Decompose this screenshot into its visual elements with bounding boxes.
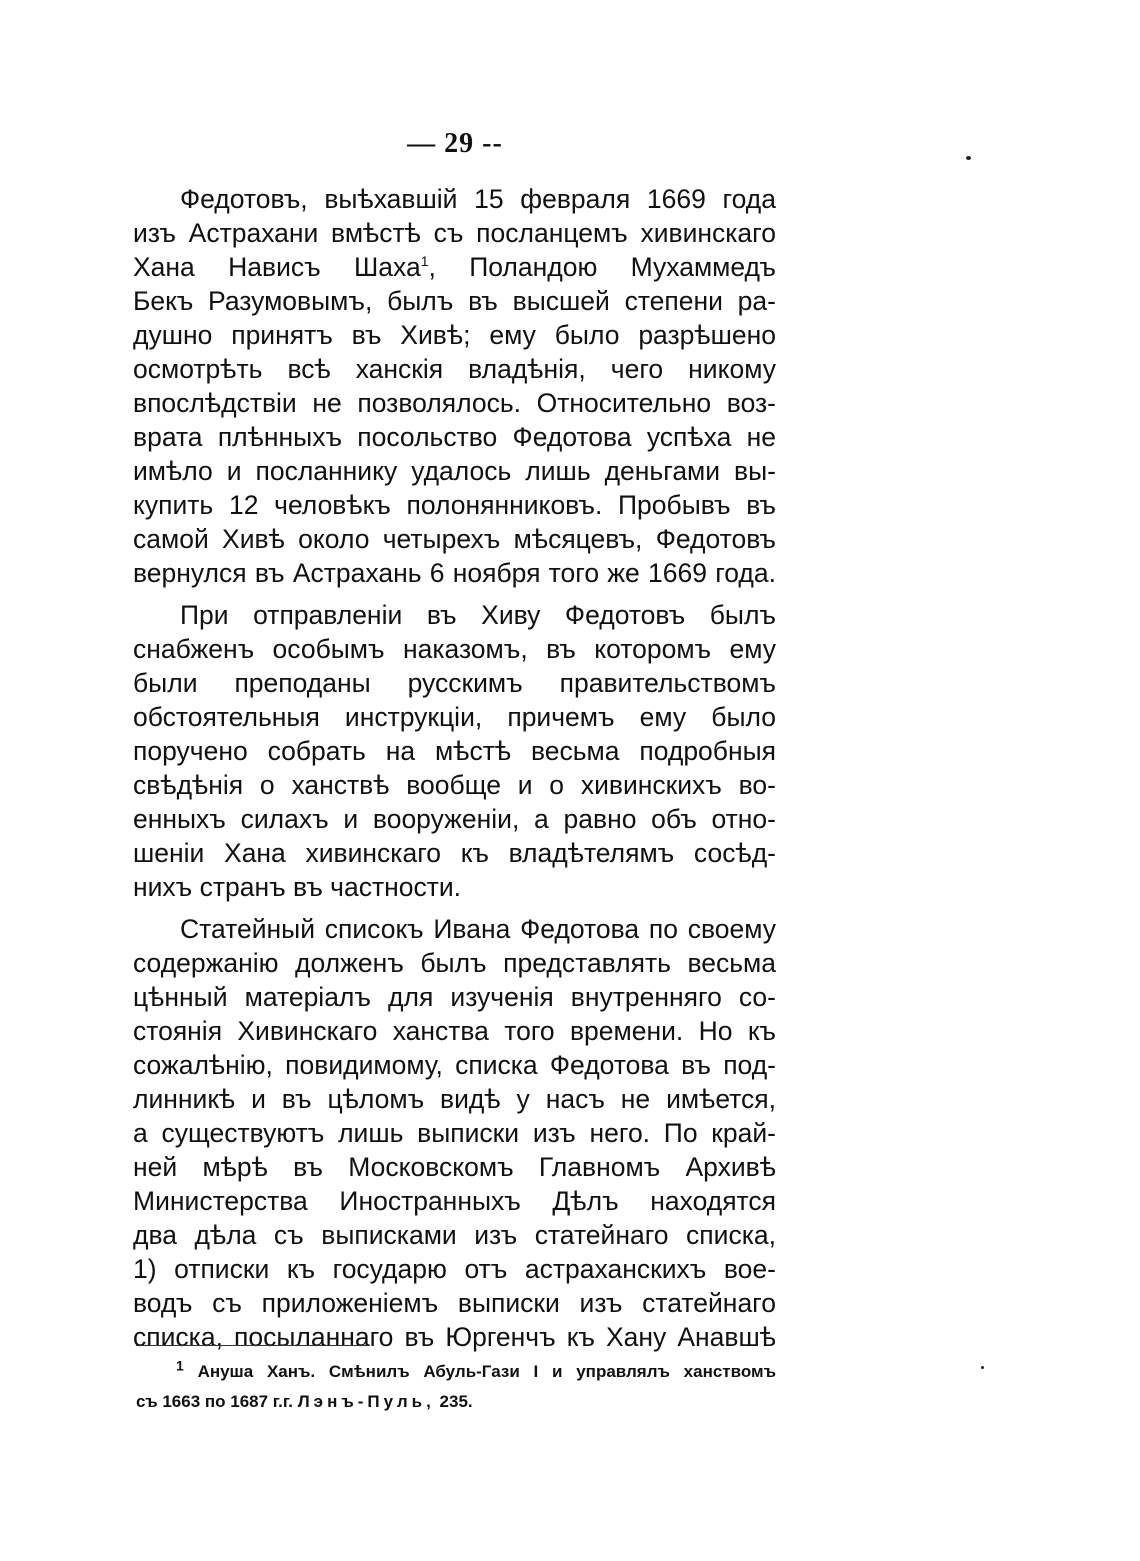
text-line: вернулся въ Астрахань 6 ноября того же 1669 года. [133, 558, 776, 588]
text-line: линникѣ и въ цѣломъ видѣ у насъ не имѣется, [133, 1084, 776, 1114]
text-line: Федотовъ, выѣхавшій 15 февраля 1669 года [180, 184, 776, 214]
text-line: шеніи Хана хивинскаго къ владѣтелямъ сосѣд- [133, 838, 776, 868]
footnote-text: Ануша Ханъ. Смѣнилъ Абуль-Гази I и управлялъ ханствомъ [197, 1362, 776, 1381]
paragraph-gap [133, 904, 776, 912]
footnote-author: Лэнъ-Пуль, [297, 1392, 435, 1411]
page-number: — 29 -- [407, 128, 503, 159]
text-line: Статейный списокъ Ивана Федотова по своему [180, 914, 776, 944]
text-line: врата плѣнныхъ посольство Федотова успѣха не [133, 422, 776, 452]
paragraph [133, 598, 776, 904]
footnote-line [136, 1357, 776, 1387]
text-line: При отправленіи въ Хиву Федотовъ былъ [180, 600, 776, 630]
text-fragment: , Поландою Мухаммедъ [428, 252, 776, 282]
text-line: изъ Астрахани вмѣстѣ съ посланцемъ хивинскаго [133, 218, 776, 248]
text-line: два дѣла съ выписками изъ статейнаго списка, [133, 1220, 776, 1250]
text-line: списка, посыланнаго въ Юргенчъ къ Хану Анавшѣ [133, 1322, 776, 1352]
text-line: обстоятельныя инструкціи, причемъ ему было [133, 702, 776, 732]
text-line: 1) отписки къ государю отъ астраханскихъ вое- [133, 1254, 776, 1284]
text-line [133, 250, 776, 284]
footnote [136, 1357, 776, 1417]
paragraph [133, 182, 776, 590]
footnote-reference: 1 [420, 253, 429, 270]
text-line: а существуютъ лишь выписки изъ него. По край- [133, 1118, 776, 1148]
text-line: были преподаны русскимъ правительствомъ [133, 668, 776, 698]
text-line: стоянія Хивинскаго ханства того времени. Но къ [133, 1016, 776, 1046]
text-line: поручено собрать на мѣстѣ весьма подробныя [133, 736, 776, 766]
scan-speck [981, 1366, 984, 1369]
text-fragment: Хана Нависъ Шаха [133, 252, 421, 282]
paragraph-gap [133, 590, 776, 598]
text-line: ней мѣрѣ въ Московскомъ Главномъ Архивѣ [133, 1152, 776, 1182]
text-line: снабженъ особымъ наказомъ, въ которомъ ему [133, 634, 776, 664]
main-text [133, 182, 776, 1354]
text-line: осмотрѣть всѣ ханскія владѣнія, чего никому [133, 354, 776, 384]
text-line: сожалѣнію, повидимому, списка Федотова въ под- [133, 1050, 776, 1080]
text-line: Бекъ Разумовымъ, былъ въ высшей степени ра- [133, 286, 776, 316]
text-line: содержанію долженъ былъ представлять весьма [133, 948, 776, 978]
paragraph [133, 912, 776, 1354]
text-line: впослѣдствіи не позволялось. Относительно воз- [133, 388, 776, 418]
text-line: цѣнный матеріалъ для изученія внутренняго со- [133, 982, 776, 1012]
text-line: душно принятъ въ Хивѣ; ему было разрѣшено [133, 320, 776, 350]
text-line: водъ съ приложеніемъ выписки изъ статейнаго [133, 1288, 776, 1318]
footnote-text: съ 1663 по 1687 г.г. [136, 1392, 294, 1411]
scan-speck [966, 156, 971, 160]
text-line: имѣло и посланнику удалось лишь деньгами вы- [133, 456, 776, 486]
text-line: самой Хивѣ около четырехъ мѣсяцевъ, Федотовъ [133, 524, 776, 554]
footnote-line [136, 1387, 776, 1417]
footnote-text: 235. [439, 1392, 473, 1411]
text-line: енныхъ силахъ и вооруженіи, а равно объ отно- [133, 804, 776, 834]
text-line: свѣдѣнія о ханствѣ вообще и о хивинскихъ во- [133, 770, 776, 800]
footnote-marker: 1 [176, 1357, 184, 1374]
text-line: нихъ странъ въ частности. [133, 872, 462, 902]
text-line: Министерства Иностранныхъ Дѣлъ находятся [133, 1186, 776, 1216]
text-line: купить 12 человѣкъ полонянниковъ. Пробывъ въ [133, 490, 776, 520]
footnote-divider [136, 1345, 370, 1346]
